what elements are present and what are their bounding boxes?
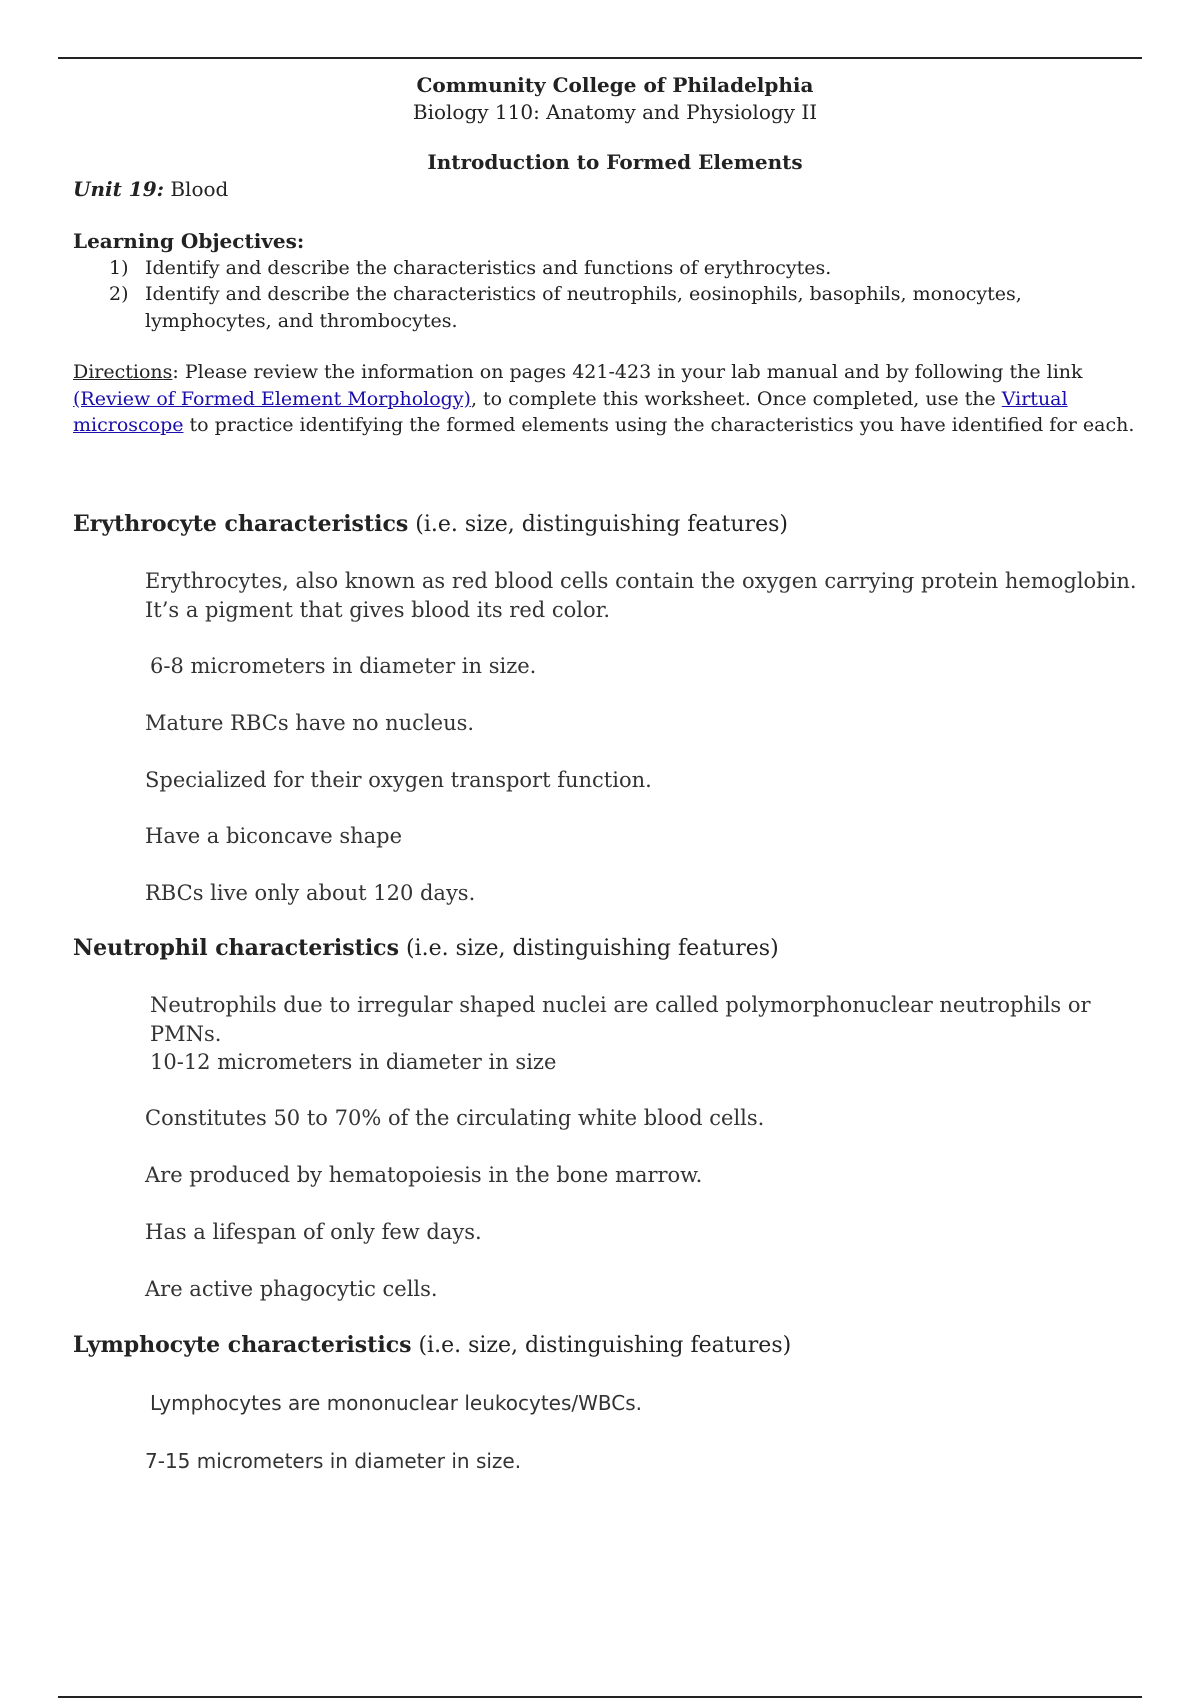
objective-item	[73, 255, 1153, 282]
unit-label: Unit 19:	[73, 177, 164, 201]
lymphocyte-heading	[73, 1332, 791, 1358]
document-title: Introduction to Formed Elements	[427, 150, 803, 174]
objective-text: Identify and describe the characteristics of neutrophils, eosinophils, basophils, monocytes, lymphocytes, and thrombocytes.	[145, 283, 1022, 332]
objective-number: 2)	[109, 283, 129, 305]
section-title: Neutrophil characteristics	[73, 935, 399, 961]
list-item: Erythrocytes, also known as red blood cells contain the oxygen carrying protein hemoglobin. It’s a pigment that gives blood its red color.	[145, 569, 1137, 622]
objective-item	[73, 281, 1153, 334]
directions-label: Directions	[73, 361, 173, 383]
list-item: Mature RBCs have no nucleus.	[145, 711, 475, 735]
objectives-list	[73, 255, 1153, 335]
list-item: Are active phagocytic cells.	[145, 1277, 438, 1301]
course-name: Biology 110: Anatomy and Physiology II	[412, 100, 818, 124]
list-item: Have a biconcave shape	[145, 824, 403, 848]
section-subtitle: (i.e. size, distinguishing features)	[408, 512, 788, 537]
list-item: 10-12 micrometers in diameter in size	[150, 1050, 557, 1074]
neutrophil-heading	[73, 935, 779, 961]
directions-text: , to complete this worksheet. Once completed, use the	[470, 387, 1002, 410]
list-item: 6-8 micrometers in diameter in size.	[150, 654, 537, 678]
section-title: Lymphocyte characteristics	[73, 1332, 412, 1358]
directions-paragraph	[73, 359, 1158, 439]
list-item: Are produced by hematopoiesis in the bone marrow.	[145, 1163, 703, 1187]
list-item: Constitutes 50 to 70% of the circulating white blood cells.	[145, 1106, 765, 1130]
review-morphology-link[interactable]: (Review of Formed Element Morphology)	[73, 387, 471, 410]
unit-value: Blood	[164, 177, 229, 201]
objectives-heading: Learning Objectives:	[73, 229, 305, 253]
section-subtitle: (i.e. size, distinguishing features)	[398, 936, 779, 961]
list-item: Has a lifespan of only few days.	[145, 1220, 482, 1244]
section-subtitle: (i.e. size, distinguishing features)	[411, 1333, 792, 1358]
erythrocyte-heading	[73, 511, 788, 537]
top-rule	[58, 57, 1142, 59]
list-item: Lymphocytes are mononuclear leukocytes/WBCs.	[150, 1391, 643, 1415]
objective-number: 1)	[109, 256, 129, 279]
virtual-microscope-link[interactable]: Virtual microscope	[73, 387, 1068, 436]
list-item: RBCs live only about 120 days.	[145, 881, 476, 905]
unit-line	[73, 177, 228, 201]
college-name: Community College of Philadelphia	[416, 73, 814, 97]
list-item: 7-15 micrometers in diameter in size.	[145, 1449, 522, 1473]
list-item: Neutrophils due to irregular shaped nuclei are called polymorphonuclear neutrophils or PMNs.	[150, 993, 1091, 1046]
objective-text: Identify and describe the characteristics and functions of erythrocytes.	[145, 256, 832, 279]
list-item: Specialized for their oxygen transport function.	[145, 768, 652, 792]
directions-text: : Please review the information on pages 421-423 in your lab manual and by following the link	[172, 361, 1083, 383]
document-header	[0, 72, 1200, 126]
section-title: Erythrocyte characteristics	[73, 511, 409, 537]
bottom-rule	[58, 1696, 1142, 1698]
learning-objectives	[73, 228, 1153, 334]
directions-text: to practice identifying the formed elements using the characteristics you have identified for each.	[183, 414, 1135, 436]
